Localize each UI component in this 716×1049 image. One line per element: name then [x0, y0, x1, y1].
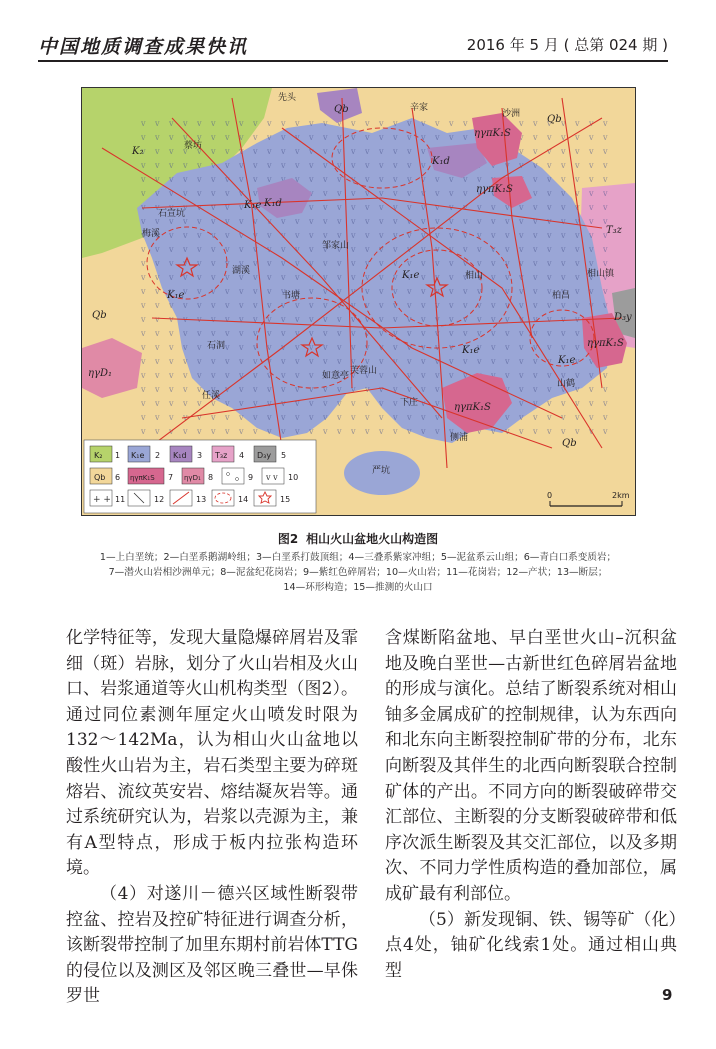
place-name: 侧浦: [450, 433, 469, 443]
place-name: 湖溪: [232, 266, 251, 276]
legend-code: T₃z: [215, 451, 228, 460]
figure-legend-line: 7—潜火山岩相沙洲单元；8—泥盆纪花岗岩；9—紫红色碎屑岩；10—火山岩；11—花岗岩；12—产状；13—断层；: [108, 567, 608, 578]
figure-title: 相山火山盆地火山构造图: [306, 532, 439, 546]
legend-number: 8: [208, 473, 214, 482]
place-name: 柏昌: [552, 291, 571, 301]
unit-label: K₁d: [264, 198, 282, 209]
place-name: 梅溪: [142, 229, 161, 239]
scale-zero: 0: [547, 491, 553, 500]
legend-number: 5: [281, 451, 287, 460]
unit-label: K₁e: [244, 200, 262, 211]
legend-code: ηγπK₁S: [130, 474, 155, 482]
place-name: 相山镇: [587, 269, 615, 279]
place-name: 沙洲: [502, 109, 521, 119]
unit-label: ηγD₁: [88, 368, 112, 379]
legend-number: 7: [168, 473, 174, 482]
legend-number: 14: [238, 495, 249, 504]
legend-number: 2: [155, 451, 161, 460]
unit-label: T₃z: [606, 225, 622, 236]
legend-number: 4: [239, 451, 245, 460]
left-column: [66, 626, 358, 1010]
right-column: [385, 626, 677, 984]
paragraph: （5）新发现铜、铁、锡等矿（化）点4处，铀矿化线索1处。通过相山典型: [385, 909, 677, 981]
place-name: 严坑: [372, 466, 391, 476]
place-name: 芙蓉山: [350, 366, 378, 376]
unit-label: K₁e: [462, 345, 480, 356]
figure-caption: [38, 530, 678, 547]
place-name: 石宣坑: [158, 209, 186, 219]
unit-label: K₁e: [402, 270, 420, 281]
unit-label: Qb: [92, 310, 107, 321]
legend-number: 13: [196, 495, 207, 504]
legend-code: K₁d: [173, 451, 187, 460]
legend-number: 9: [248, 473, 254, 482]
unit-label: ηγπK₁S: [587, 338, 624, 349]
svg-text:+ +: + +: [93, 495, 111, 505]
place-name: 石洞: [207, 341, 226, 351]
svg-text:v v: v v: [266, 473, 278, 482]
legend-number: 1: [115, 451, 121, 460]
legend-number: 10: [288, 473, 299, 482]
unit-label: ηγπK₁S: [454, 402, 491, 413]
unit-label: ηγπK₁S: [476, 184, 513, 195]
unit-label: Qb: [334, 104, 349, 115]
place-name: 下庄: [400, 398, 419, 408]
page-number: 9: [662, 986, 673, 1004]
place-name: 书塘: [282, 291, 301, 301]
issue-info: 2016 年 5 月 ( 总第 024 期 ): [466, 36, 668, 54]
place-name: 蔡坊: [184, 141, 203, 151]
map-legend: [84, 440, 316, 513]
page-header: [38, 28, 668, 64]
legend-number: 3: [197, 451, 203, 460]
paragraph: 含煤断陷盆地、早白垩世火山–沉积盆地及晚白垩世—古新世红色碎屑岩盆地的形成与演化。总结了断裂系统对相山铀多金属成矿的控制规律，认为东西向和北东向主断裂控制矿带的分布，北东向断裂及其伴生的北西向断裂联合控制矿体的产出。不同方向的断裂破碎带交汇部位、主断裂的分支断裂破碎带和低序次派生断裂及其交汇部位，以及多期次、不同力学性质构造的叠加部位，属成矿最有利部位。: [385, 628, 677, 904]
unit-label: K₂: [132, 146, 144, 157]
place-name: 相山: [465, 271, 484, 281]
geologic-map: [81, 87, 636, 516]
unit-label: Qb: [547, 114, 562, 125]
place-name: 先头: [278, 93, 297, 103]
legend-code: K₁e: [131, 451, 145, 460]
unit-label: K₁d: [432, 156, 450, 167]
unit-label: K₁e: [558, 355, 576, 366]
legend-number: 11: [115, 495, 126, 504]
place-name: 任溪: [202, 391, 221, 401]
figure-legend-text: [42, 550, 674, 595]
place-name: 邹家山: [322, 241, 350, 251]
figure-legend-line: 14—环形构造；15—推测的火山口: [283, 582, 433, 593]
legend-number: 6: [115, 473, 121, 482]
legend-code: Qb: [94, 473, 106, 482]
legend-number: 12: [154, 495, 165, 504]
figure-number: 图2: [277, 532, 299, 546]
place-name: 山鹤: [557, 379, 576, 389]
header-rule: [38, 60, 668, 62]
legend-code: K₂: [94, 451, 103, 460]
legend-code: ηγD₁: [184, 474, 201, 482]
journal-name: 中国地质调查成果快讯: [38, 36, 249, 58]
unit-label: D₃y: [614, 312, 632, 323]
legend-code: D₃y: [257, 451, 272, 460]
scale-end: 2km: [612, 491, 630, 500]
legend-number: 15: [280, 495, 291, 504]
paragraph: 化学特征等，发现大量隐爆碎屑岩及霏细（斑）岩脉，划分了火山岩相及火山口、岩浆通道等火山机构类型（图2）。通过同位素测年厘定火山喷发时限为132～142Ma，认为相山火山盆地以酸性火山岩为主，岩石类型主要为碎斑熔岩、流纹英安岩、熔结凝灰岩等。通过系统研究认为，岩浆以壳源为主，兼有A型特点，形成于板内拉张构造环境。: [66, 628, 358, 879]
place-name: 如意亭: [322, 371, 350, 381]
figure-legend-line: 1—上白垩统；2—白垩系鹅湖岭组；3—白垩系打鼓顶组；4—三叠系紫家冲组；5—泥盆系云山组；6—青白口系变质岩；: [99, 552, 617, 563]
paragraph: （4）对遂川－德兴区域性断裂带控盆、控岩及控矿特征进行调查分析，该断裂带控制了加里东期村前岩体TTG的侵位以及测区及邻区晚三叠世—早侏罗世: [66, 883, 358, 1007]
unit-label: Qb: [562, 438, 577, 449]
unit-label: K₁e: [167, 290, 185, 301]
place-name: 辛家: [410, 103, 429, 113]
unit-label: ηγπK₁S: [474, 128, 511, 139]
